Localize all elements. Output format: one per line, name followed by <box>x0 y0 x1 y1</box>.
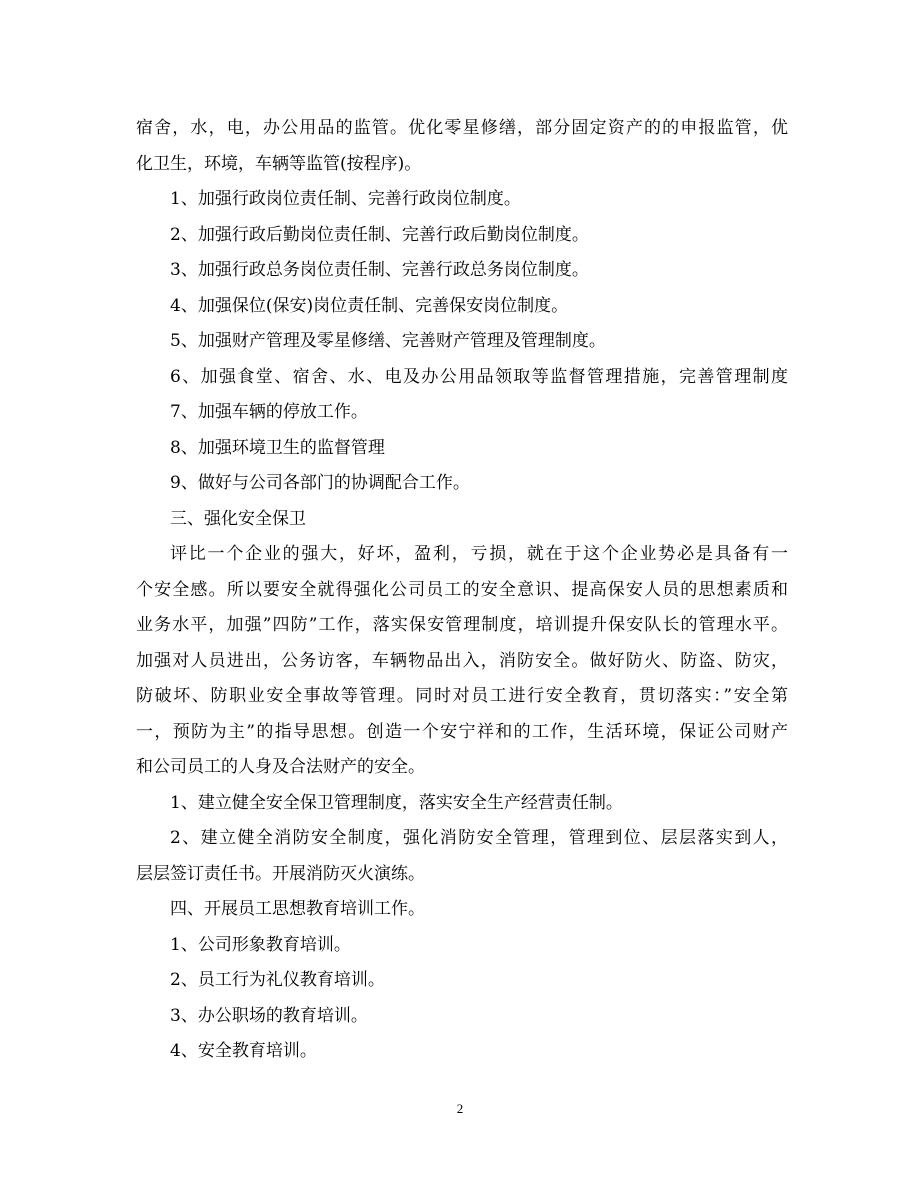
text-line: 宿舍，水，电，办公用品的监管。优化零星修缮，部分固定资产的的申报监管，优 <box>136 118 788 138</box>
text-line: 和公司员工的人身及合法财产的安全。 <box>136 757 425 777</box>
document-body <box>136 111 788 1070</box>
text-line: 个安全感。所以要安全就得强化公司员工的安全意识、提高保安人员的思想素质和 <box>136 579 788 600</box>
text-line: 三、强化安全保卫 <box>170 508 306 529</box>
text-line: 业务水平，加强”四防”工作，落实保安管理制度，培训提升保安队长的管理水平。 <box>136 615 788 635</box>
text-line: 6、加强食堂、宿舍、水、电及办公用品领取等监督管理措施，完善管理制度 <box>170 366 788 387</box>
text-line: 3、加强行政总务岗位责任制、完善行政总务岗位制度。 <box>170 260 589 280</box>
text-line: 层层签订责任书。开展消防灭火演练。 <box>136 863 425 884</box>
text-line: 9、做好与公司各部门的协调配合工作。 <box>170 473 470 493</box>
text-line: 8、加强环境卫生的监督管理 <box>170 437 385 458</box>
text-line: 四、开展员工思想教育培训工作。 <box>170 899 425 919</box>
text-line: 2、员工行为礼仪教育培训。 <box>170 970 385 990</box>
text-line: 一，预防为主”的指导思想。创造一个安宁祥和的工作，生活环境，保证公司财产 <box>136 721 788 742</box>
text-line: 1、建立健全安全保卫管理制度，落实安全生产经营责任制。 <box>170 792 623 813</box>
text-line: 4、加强保位(保安)岗位责任制、完善保安岗位制度。 <box>170 295 569 316</box>
text-line: 1、加强行政岗位责任制、完善行政岗位制度。 <box>170 189 521 209</box>
text-line: 化卫生，环境，车辆等监管(按程序)。 <box>136 153 422 174</box>
text-line: 1、公司形象教育培训。 <box>170 934 351 955</box>
text-line: 加强对人员进出，公务访客，车辆物品出入，消防安全。做好防火、防盗、防灾， <box>136 650 788 671</box>
text-line: 5、加强财产管理及零星修缮、完善财产管理及管理制度。 <box>170 331 606 351</box>
text-line: 防破坏、防职业安全事故等管理。同时对员工进行安全教育，贯切落实：”安全第 <box>136 686 788 706</box>
text-line: 7、加强车辆的停放工作。 <box>170 402 368 422</box>
page-number: 2 <box>456 1101 464 1116</box>
text-line: 2、建立健全消防安全制度，强化消防安全管理，管理到位、层层落实到人， <box>170 828 788 848</box>
text-line: 4、安全教育培训。 <box>170 1041 317 1061</box>
text-line: 3、办公职场的教育培训。 <box>170 1005 368 1026</box>
text-line: 评比一个企业的强大，好坏，盈利，亏损，就在于这个企业势必是具备有一 <box>170 544 788 564</box>
text-line: 2、加强行政后勤岗位责任制、完善行政后勤岗位制度。 <box>170 224 589 245</box>
